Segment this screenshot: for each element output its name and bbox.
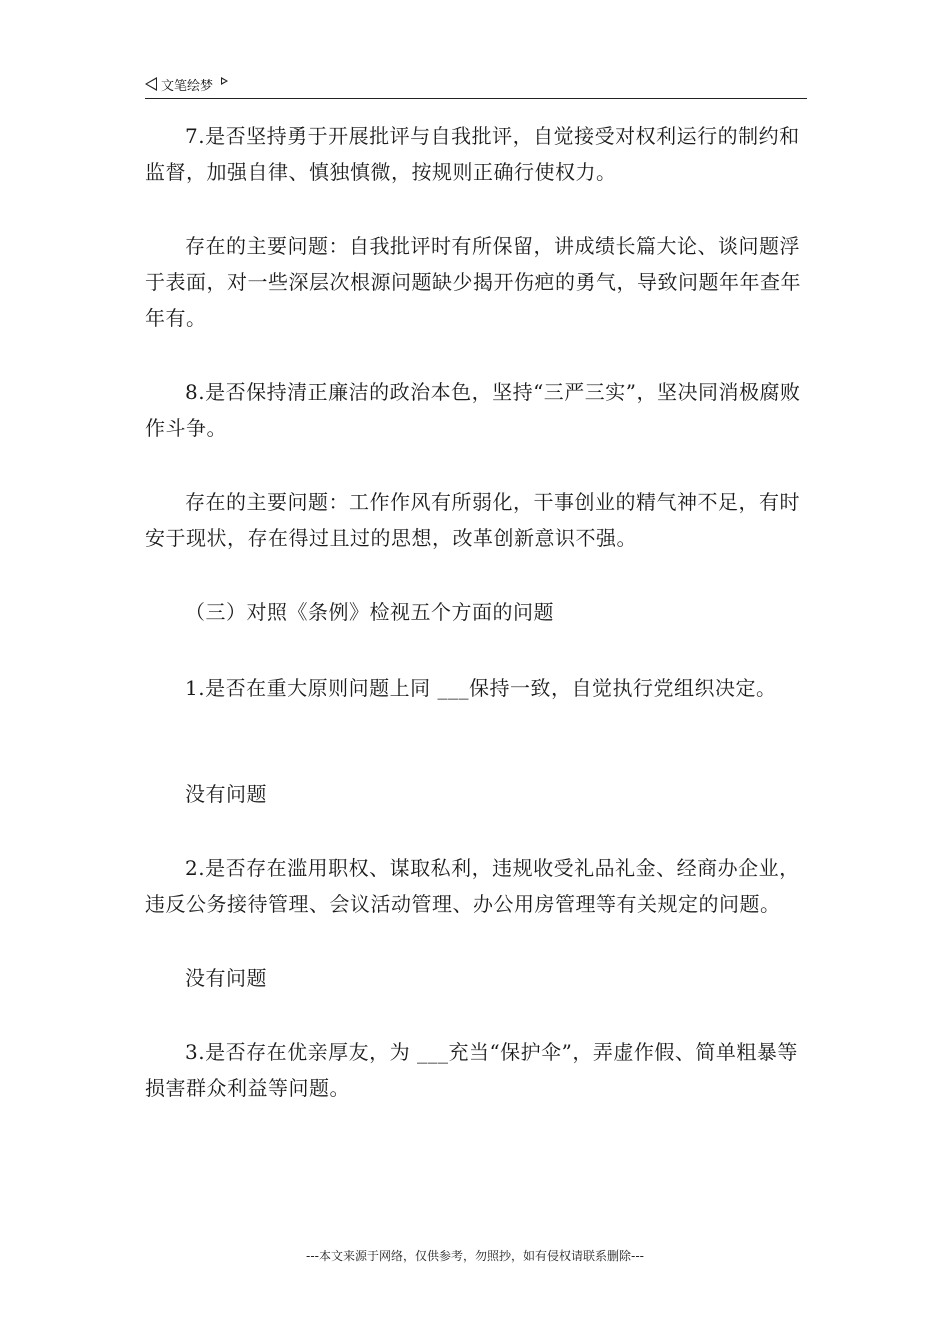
page-footer-disclaimer: ---本文来源于网络，仅供参考，勿照抄，如有侵权请联系删除--- bbox=[306, 1249, 644, 1263]
document-body bbox=[145, 118, 810, 1106]
paragraph-item-1: 1.是否在重大原则问题上同 ___保持一致，自觉执行党组织决定。 bbox=[185, 676, 777, 700]
page-header bbox=[145, 74, 807, 99]
paragraph-answer-2: 没有问题 bbox=[185, 966, 267, 990]
paragraph-item-2: 2.是否存在滥用职权、谋取私利，违规收受礼品礼金、经商办企业，违反公务接待管理、会议活动管理、办公用房管理等有关规定的问题。 bbox=[145, 856, 800, 916]
paragraph-answer-1: 没有问题 bbox=[185, 782, 267, 806]
section-heading-3: （三）对照《条例》检视五个方面的问题 bbox=[185, 600, 554, 624]
paragraph-item-7: 7.是否坚持勇于开展批评与自我批评，自觉接受对权利运行的制约和监督，加强自律、慎独慎微，按规则正确行使权力。 bbox=[145, 124, 800, 184]
paragraph-problem-7: 存在的主要问题：自我批评时有所保留，讲成绩长篇大论、谈问题浮于表面，对一些深层次根源问题缺少揭开伤疤的勇气，导致问题年年查年年有。 bbox=[145, 234, 801, 330]
header-title: 文笔绘梦 bbox=[161, 78, 214, 94]
paragraph-item-8: 8.是否保持清正廉洁的政治本色，坚持“三严三实”，坚决同消极腐败作斗争。 bbox=[145, 380, 801, 440]
right-triangle-icon bbox=[221, 77, 228, 85]
left-triangle-icon bbox=[145, 77, 157, 91]
paragraph-problem-8: 存在的主要问题：工作作风有所弱化，干事创业的精气神不足，有时安于现状，存在得过且过的思想，改革创新意识不强。 bbox=[145, 490, 800, 550]
paragraph-item-3: 3.是否存在优亲厚友，为 ___充当“保护伞”，弄虚作假、简单粗暴等损害群众利益等问题。 bbox=[145, 1040, 798, 1100]
header-brand bbox=[145, 74, 228, 94]
